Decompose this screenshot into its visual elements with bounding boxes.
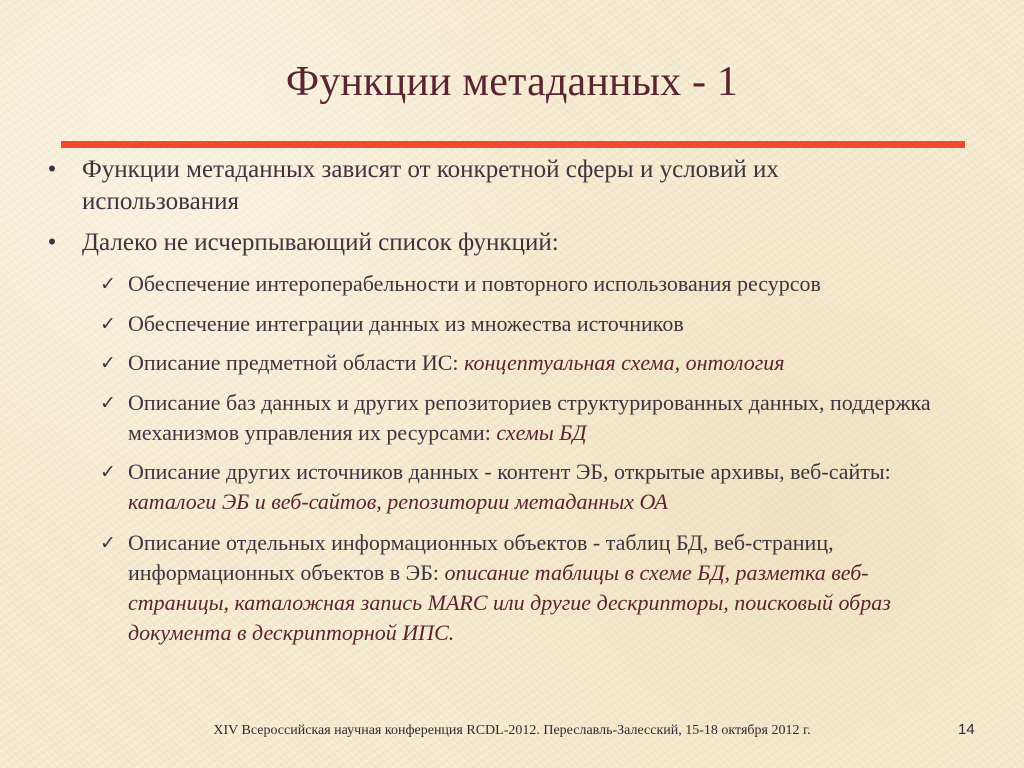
check-text: Описание отдельных информационных объектов - таблиц БД, веб-страниц, информационных объектов в ЭБ: <box>128 530 834 585</box>
check-icon: ✓ <box>100 532 116 554</box>
bullet-dot: • <box>47 229 57 256</box>
check-icon: ✓ <box>100 352 116 374</box>
check-item <box>100 348 968 378</box>
bullet-item <box>47 154 942 218</box>
check-icon: ✓ <box>100 313 116 335</box>
check-icon: ✓ <box>100 273 116 295</box>
bullet-item <box>47 227 942 259</box>
check-text: Обеспечение интеграции данных из множества источников <box>128 311 684 336</box>
check-text: Описание баз данных и других репозиториев структурированных данных, поддержка механизмов управления их ресурсами: <box>128 390 931 445</box>
page-number: 14 <box>958 721 975 738</box>
bullet-dot: • <box>47 156 57 183</box>
check-icon: ✓ <box>100 461 116 483</box>
check-text-italic: концептуальная схема, онтология <box>464 350 785 375</box>
check-item <box>100 528 968 648</box>
check-item <box>100 269 968 299</box>
check-text-italic: каталоги ЭБ и веб-сайтов, репозитории метаданных ОА <box>128 489 668 514</box>
check-item <box>100 309 968 339</box>
check-text-italic: схемы БД <box>496 420 587 445</box>
check-icon: ✓ <box>100 392 116 414</box>
check-item <box>100 457 968 517</box>
slide-footer: XIV Всероссийская научная конференция RCDL-2012. Переславль-Залесский, 15-18 октября 2012 г. <box>213 723 811 738</box>
check-text: Описание других источников данных - контент ЭБ, открытые архивы, веб-сайты: <box>128 459 891 484</box>
title-underline <box>61 141 965 148</box>
check-text: Описание предметной области ИС: <box>128 350 465 375</box>
check-item <box>100 388 968 448</box>
check-text: Обеспечение интероперабельности и повторного использования ресурсов <box>128 271 821 296</box>
slide-title: Функции метаданных - 1 <box>285 59 739 105</box>
bullet-text: Функции метаданных зависят от конкретной сферы и условий их использования <box>82 156 779 215</box>
check-text-italic: описание таблицы в схеме БД, разметка веб-страницы, каталожная запись MARC или другие дескрипторы, поисковый образ документа в дескрипторной ИПС. <box>128 560 891 645</box>
bullet-text: Далеко не исчерпывающий список функций: <box>82 229 559 256</box>
